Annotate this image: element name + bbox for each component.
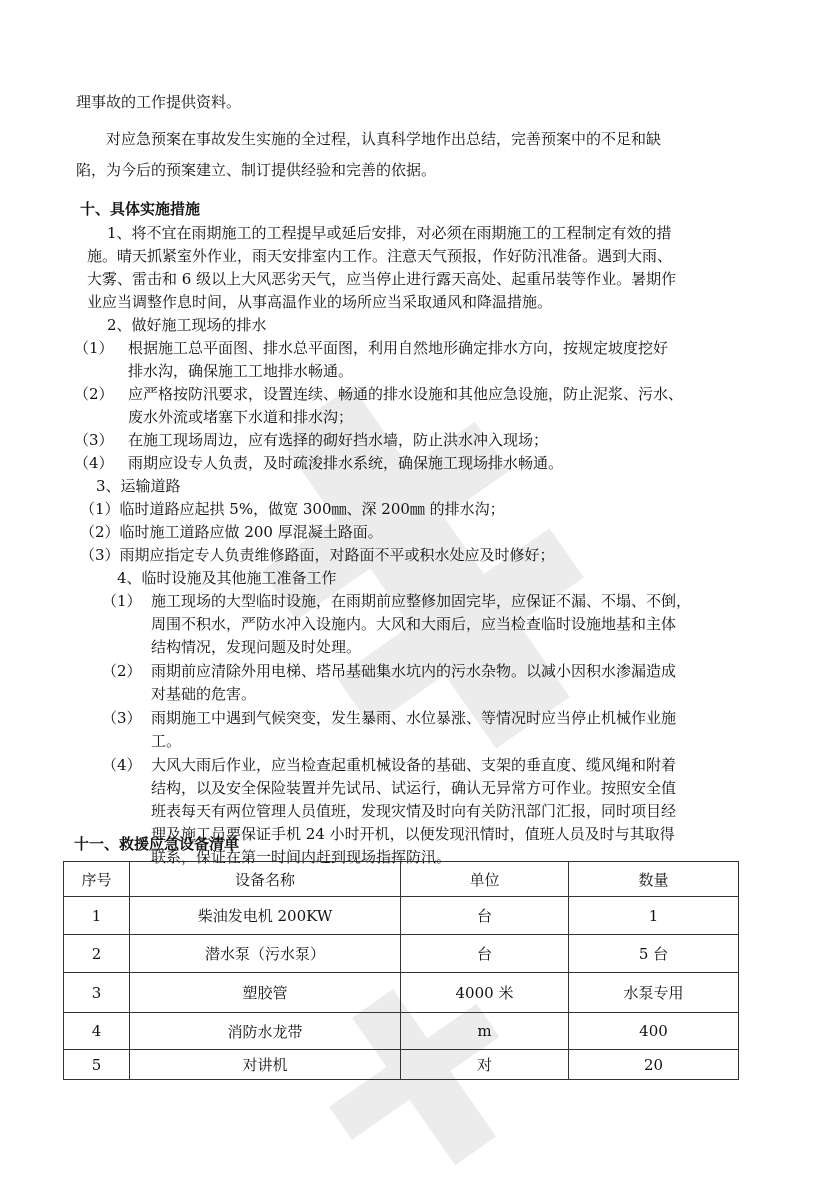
section-1-line: 业应当调整作息时间，从事高温作业的场所应当采取通风和降温措施。	[87, 293, 553, 311]
list-item-line: 对基础的危害。	[151, 685, 257, 703]
list-item-line: 联系，保证在第一时间内赶到现场指挥防汛。	[151, 848, 452, 866]
column-header-unit: 单位	[401, 862, 569, 897]
section-3-title: 3、运输道路	[96, 477, 181, 495]
list-item-line: 结构情况，发现问题及时处理。	[151, 638, 362, 656]
cell-unit: 台	[401, 897, 569, 935]
list-item-line: 废水外流或堵塞下水道和排水沟；	[128, 408, 354, 426]
list-number: （2）	[74, 385, 114, 403]
column-header-name: 设备名称	[130, 862, 401, 897]
section-1-line: 大雾、雷击和 6 级以上大风恶劣天气，应当停止进行露天高处、起重吊装等作业。暑期作	[87, 270, 677, 288]
paragraph-continued: 理事故的工作提供资料。	[76, 93, 242, 111]
table-row	[64, 1013, 739, 1050]
cell-name: 消防水龙带	[130, 1013, 401, 1050]
cell-name: 对讲机	[130, 1050, 401, 1080]
list-number: （3）	[102, 709, 142, 727]
cell-index: 4	[64, 1013, 130, 1050]
section-2-title: 2、做好施工现场的排水	[107, 316, 267, 334]
table-row	[64, 897, 739, 935]
list-item-line: 在施工现场周边，应有选择的砌好挡水墙，防止洪水冲入现场；	[128, 431, 549, 449]
cell-unit: 台	[401, 935, 569, 973]
cell-quantity: 400	[569, 1013, 739, 1050]
cell-index: 1	[64, 897, 130, 935]
column-header-quantity: 数量	[569, 862, 739, 897]
list-item-line: 结构，以及安全保险装置并先试吊、试运行，确认无异常方可作业。按照安全值	[151, 779, 677, 797]
section-heading-11: 十一、救援应急设备清单	[74, 835, 240, 853]
list-number: （1）	[74, 339, 114, 357]
list-item-line: 周围不积水，严防水冲入设施内。大风和大雨后，应当检查临时设施地基和主体	[151, 615, 677, 633]
cell-unit: m	[401, 1013, 569, 1050]
list-item-line: （2）临时施工道路应做 200 厚混凝土路面。	[80, 523, 383, 541]
cell-index: 3	[64, 973, 130, 1013]
list-item-line: 雨期应设专人负责，及时疏浚排水系统，确保施工现场排水畅通。	[128, 454, 564, 472]
list-item-line: 根据施工总平面图、排水总平面图，利用自然地形确定排水方向，按规定坡度挖好	[128, 339, 669, 357]
list-item-line: 应严格按防汛要求，设置连续、畅通的排水设施和其他应急设施，防止泥浆、污水、	[128, 385, 684, 403]
list-number: （4）	[102, 756, 142, 774]
cell-quantity: 5 台	[569, 935, 739, 973]
list-item-line: 工。	[151, 732, 182, 750]
section-4-title: 4、临时设施及其他施工准备工作	[117, 569, 337, 587]
cell-name: 潜水泵（污水泵）	[130, 935, 401, 973]
cell-index: 5	[64, 1050, 130, 1080]
list-item-line: 雨期施工中遇到气候突变，发生暴雨、水位暴涨、等情况时应当停止机械作业施	[151, 709, 677, 727]
list-item-line: （1）临时道路应起拱 5%，做宽 300㎜、深 200㎜ 的排水沟；	[80, 500, 505, 518]
list-item-line: 施工现场的大型临时设施，在雨期前应整修加固完毕，应保证不漏、不塌、不倒，	[151, 592, 692, 610]
list-item-line: 理及施工员要保证手机 24 小时开机，以便发现汛情时，值班人员及时与其取得	[151, 825, 675, 843]
column-header-index: 序号	[64, 862, 130, 897]
table-header-row	[64, 862, 739, 897]
cell-name: 塑胶管	[130, 973, 401, 1013]
cell-index: 2	[64, 935, 130, 973]
list-item-line: 大风大雨后作业，应当检查起重机械设备的基础、支架的垂直度、缆风绳和附着	[151, 756, 677, 774]
cell-unit: 对	[401, 1050, 569, 1080]
list-item-line: （3）雨期应指定专人负责维修路面，对路面不平或积水处应及时修好；	[80, 546, 555, 564]
cell-quantity: 1	[569, 897, 739, 935]
list-number: （3）	[74, 431, 114, 449]
section-heading-10: 十、具体实施措施	[80, 200, 201, 218]
list-number: （2）	[102, 662, 142, 680]
cell-quantity: 20	[569, 1050, 739, 1080]
list-number: （4）	[74, 454, 114, 472]
cell-quantity: 水泵专用	[569, 973, 739, 1013]
cell-name: 柴油发电机 200KW	[130, 897, 401, 935]
list-item-line: 雨期前应清除外用电梯、塔吊基础集水坑内的污水杂物。以减小因积水渗漏造成	[151, 662, 677, 680]
table-row	[64, 935, 739, 973]
table-row	[64, 973, 739, 1013]
table-row	[64, 1050, 739, 1080]
equipment-table	[63, 861, 739, 1080]
section-1-line: 1、将不宜在雨期施工的工程提早或延后安排，对必须在雨期施工的工程制定有效的措	[107, 224, 672, 242]
list-number: （1）	[102, 592, 142, 610]
cell-unit: 4000 米	[401, 973, 569, 1013]
paragraph-summary-line: 对应急预案在事故发生实施的全过程，认真科学地作出总结，完善预案中的不足和缺	[106, 130, 662, 148]
list-item-line: 班表每天有两位管理人员值班，发现灾情及时向有关防汛部门汇报，同时项目经	[151, 802, 677, 820]
list-item-line: 排水沟，确保施工工地排水畅通。	[128, 362, 354, 380]
section-1-line: 施。晴天抓紧室外作业，雨天安排室内工作。注意天气预报，作好防汛准备。遇到大雨、	[87, 247, 673, 265]
paragraph-summary-line: 陷，为今后的预案建立、制订提供经验和完善的依据。	[76, 161, 437, 179]
